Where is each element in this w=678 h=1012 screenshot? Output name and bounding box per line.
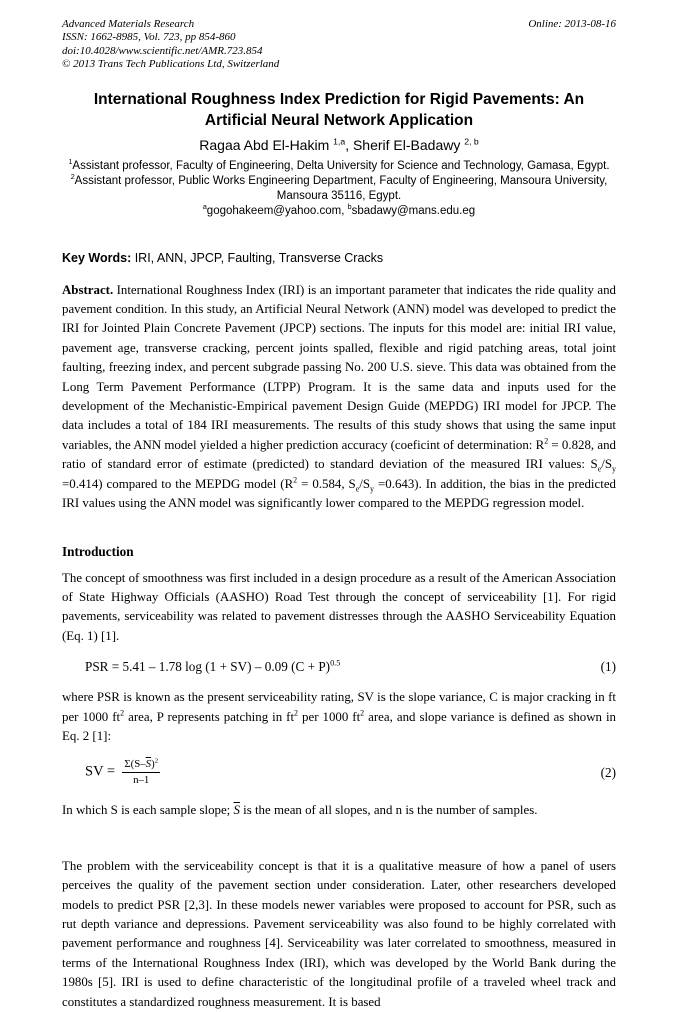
section-heading-introduction: Introduction [62, 543, 134, 559]
intro-paragraph-2: where PSR is known as the present serviceability rating, SV is the slope variance, C is major cracking in ft per 1000 $ft^2$ area, P represents patching in $ft^2$ per 1000 $ft^2$ area, and slope variance is defined as shown in Eq. 2 [1]: [62, 690, 617, 743]
equation-1 [62, 659, 616, 675]
equation-2-lhs: SV = [85, 763, 116, 780]
emails-line: $^a$gogohakeem@yahoo.com, $^b$sbadawy@mans.edu.eg [202, 202, 476, 217]
issn-line: ISSN: 1662-8985, Vol. 723, pp 854-860 [62, 31, 236, 44]
equation-1-body: PSR = 5.41 – 1.78 log (1 + SV) – 0.09 $(C + P)^{0.5}$ [85, 658, 341, 675]
copyright-line: © 2013 Trans Tech Publications Ltd, Switzerland [62, 58, 280, 71]
equation-2-label: (2) [600, 764, 616, 780]
intro-paragraph-1: The concept of smoothness was first included in a design procedure as a result of the American Association of State Highway Officials (AASHO) Road Test through the concept of serviceability [1]. For rigid pavements, serviceability was related to pavement distresses through the AASHO Serviceability Equation (Eq. 1) [1]. [62, 570, 616, 643]
paper-title: International Roughness Index Prediction for Rigid Pavements: An Artificial Neural Network Application [93, 90, 585, 129]
publication-info [62, 18, 279, 72]
online-date: Online: 2013-08-16 [528, 18, 616, 30]
doi-line: doi:10.4028/www.scientific.net/AMR.723.854 [62, 44, 263, 57]
equation-2-fraction [122, 758, 160, 787]
intro-paragraph-3: In which S is each sample slope; $\overline{S}$ is the mean of all slopes, and n is the number of samples. [62, 803, 538, 818]
equation-2-body [85, 758, 160, 787]
affiliations-block [62, 159, 616, 219]
affiliation-1: $^1$Assistant professor, Faculty of Engineering, Delta University for Science and Technology, Gamasa, Egypt. [68, 157, 610, 172]
equation-2 [62, 758, 616, 787]
intro-paragraph-4: The problem with the serviceability concept is that it is a qualitative measure of how a panel of users perceives the quality of the pavement section under consideration. Later, other researchers developed models to predict PSR [2,3]. In these models newer variables were proposed to account for PSR, such as rut depth variance and depressions. Pavement serviceability was also found to be highly correlated with pavement performance and roughness [4]. Serviceability was later correlated to smoothness, measured in terms of the International Roughness Index (IRI), which was developed by the World Bank during the 1980s [5]. IRI is used to define characteristic of the longitudinal profile of a traveled wheel track and constitutes a standardized roughness measurement. It is based [62, 858, 616, 1009]
affiliation-2: $^2$Assistant professor, Public Works Engineering Department, Faculty of Engineering, Mansoura University, Mansoura 35116, Egypt. [70, 172, 608, 202]
equation-1-label: (1) [600, 659, 616, 675]
keywords-line: Key Words: IRI, ANN, JPCP, Faulting, Transverse Cracks [62, 250, 384, 265]
fraction-denominator: n–1 [133, 774, 150, 787]
journal-name: Advanced Materials Research [62, 18, 195, 30]
authors-line: Ragaa Abd El-Hakim $^{1,a}$, Sherif El-Badawy $^{2, b}$ [199, 135, 479, 153]
page-header [62, 18, 616, 72]
abstract-paragraph: Abstract. International Roughness Index (IRI) is an important parameter that indicates the ride quality and pavement condition. In this study, an Artificial Neural Network (ANN) model was developed to predict the IRI for Jointed Plain Concrete Pavement (JPCP) sections. The inputs for this model are: initial IRI value, pavement age, transverse cracking, percent joints spalled, flexible and rigid patching areas, total joint faulting, freezing index, and percent subgrade passing No. 200 U.S. sieve. This data was obtained from the Long Term Pavement Performance (LTPP) Program. It is the same data and inputs used for the development of the Mechanistic-Empirical pavement Design Guide (MEPDG) IRI model for JPCP. The data includes a total of 184 IRI measurements. The results of this study shows that using the same input variables, the ANN model yielded a higher prediction accuracy (coeficint of determination: $R^2 = 0.828$, and ratio of standard error of estimate (predicted) to standard deviation of the measured IRI values: $S_e/S_y =0.414$) compared to the MEPDG model ($R^2 = 0.584$, $S_e/S_y =0.643$). In addition, the bias in the predicted IRI values using the ANN model was significantly lower compared to the MEPDG regression model. [62, 282, 616, 511]
fraction-numerator: $\Sigma(S-\overline{S})^2$ [122, 758, 160, 773]
